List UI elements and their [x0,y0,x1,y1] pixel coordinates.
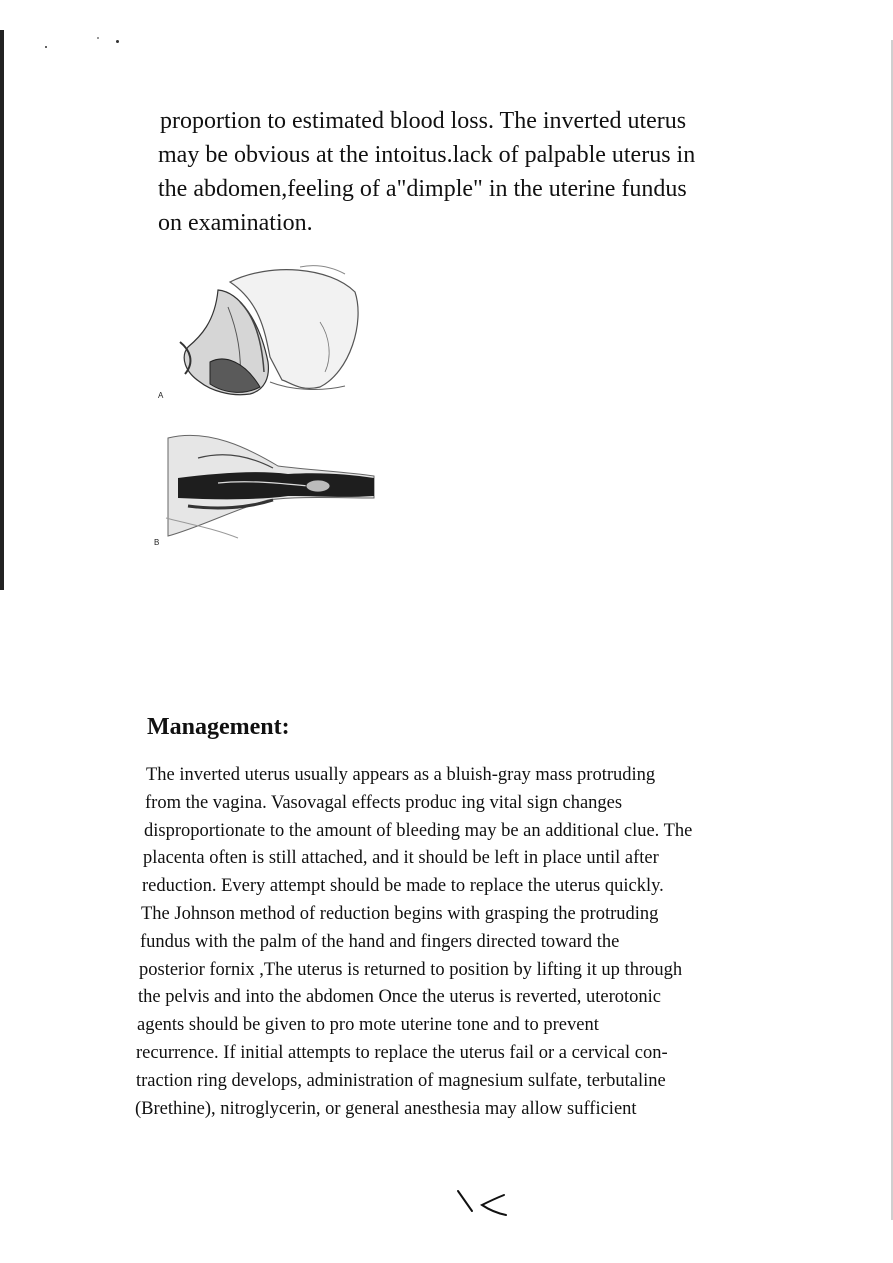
intro-paragraph [158,104,768,240]
figure-b-illustration [158,428,378,546]
management-line: posterior fornix ,The uterus is returned to position by lifting it up through [139,959,683,980]
handwritten-page-number-icon [454,1185,514,1221]
management-line: disproportionate to the amount of bleeding may be an additional clue. The [144,820,693,841]
management-paragraph [136,762,786,1123]
management-line: recurrence. If initial attempts to replace the uterus fail or a cervical con- [136,1042,668,1063]
scan-speck [116,40,119,43]
management-line: the pelvis and into the abdomen Once the uterus is reverted, uterotonic [138,987,661,1008]
management-heading: Management: [147,714,290,740]
uterus-inversion-drawing-a [170,262,370,402]
uterus-inversion-drawing-b [158,428,378,546]
management-line: traction ring develops, administration of magnesium sulfate, terbutaline [136,1070,666,1091]
intro-line: on examination. [158,210,313,236]
figure-b-label: B [154,538,160,547]
page-number [454,1185,514,1221]
figure-a-label: A [158,391,164,400]
intro-line: may be obvious at the intoitus.lack of palpable uterus in [158,142,696,168]
management-line: (Brethine), nitroglycerin, or general anesthesia may allow sufficient [135,1098,637,1119]
scan-speck [45,46,47,48]
figure-a-illustration [170,262,370,402]
management-line: reduction. Every attempt should be made to replace the uterus quickly. [142,876,664,897]
management-line: from the vagina. Vasovagal effects produc ing vital sign changes [145,792,623,813]
management-line: fundus with the palm of the hand and fingers directed toward the [140,931,620,952]
scan-speck [97,37,99,39]
management-line: placenta often is still attached, and it should be left in place until after [143,848,659,869]
intro-line: proportion to estimated blood loss. The inverted uterus [160,108,687,134]
management-line: The inverted uterus usually appears as a bluish-gray mass protruding [146,765,656,785]
management-line: agents should be given to pro mote uterine tone and to prevent [137,1015,599,1036]
scan-edge-shadow [0,30,4,590]
intro-line: the abdomen,feeling of a"dimple" in the uterine fundus [158,176,687,202]
management-line: The Johnson method of reduction begins with grasping the protruding [141,903,659,924]
